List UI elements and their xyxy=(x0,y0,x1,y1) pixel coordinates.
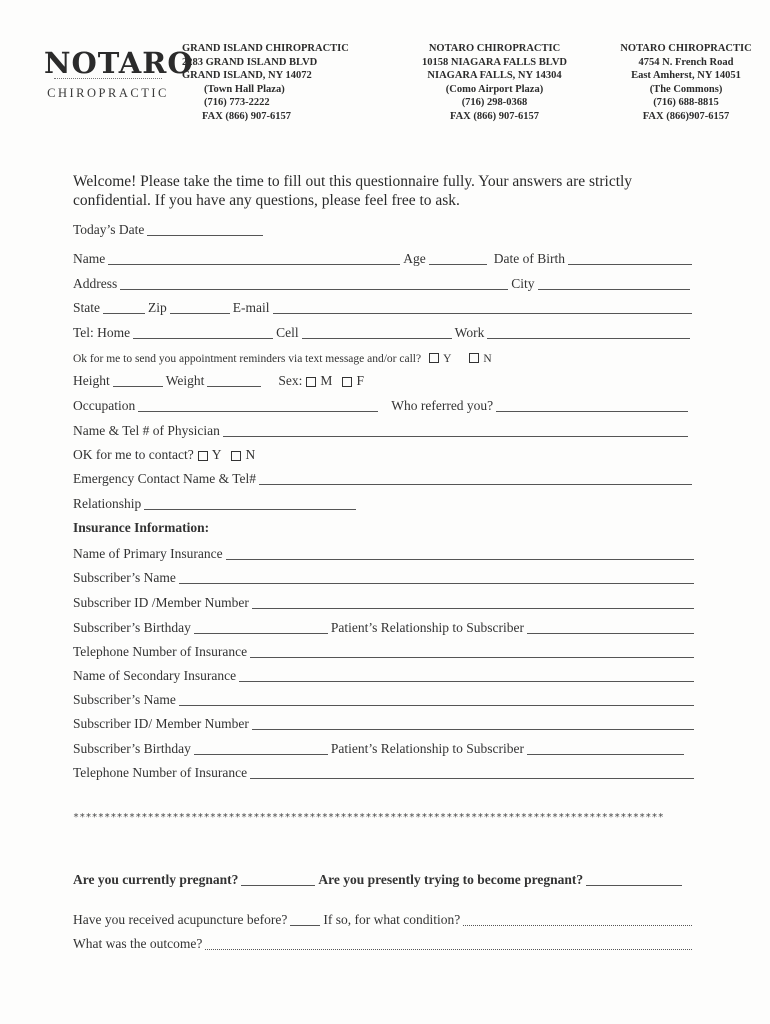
office-street: 2283 GRAND ISLAND BLVD xyxy=(182,56,318,68)
office-niagara-falls xyxy=(407,42,582,123)
subscriber-birthday-2-label: Subscriber’s Birthday xyxy=(73,741,191,756)
weight-label: Weight xyxy=(165,373,205,388)
cell-field[interactable] xyxy=(302,326,452,339)
name-label: Name xyxy=(73,251,106,266)
outcome-field[interactable] xyxy=(205,937,692,950)
condition-label: If so, for what condition? xyxy=(323,912,461,927)
insurance-telephone-2-label: Telephone Number of Insurance xyxy=(73,765,248,780)
dob-label: Date of Birth xyxy=(493,251,565,266)
city-field[interactable] xyxy=(538,277,690,290)
office-name: NOTARO CHIROPRACTIC xyxy=(620,43,752,54)
acupuncture-label: Have you received acupuncture before? xyxy=(73,912,288,927)
reminders-yes-label: Y xyxy=(443,353,452,365)
office-plaza: (The Commons) xyxy=(649,83,723,95)
office-phone: (716) 688-8815 xyxy=(653,97,719,108)
outcome-label: What was the outcome? xyxy=(73,936,203,951)
patient-relationship-label: Patient’s Relationship to Subscriber xyxy=(330,620,524,635)
ok-contact-yes-checkbox[interactable] xyxy=(198,451,208,461)
relationship-row xyxy=(73,494,359,512)
trying-pregnant-field[interactable] xyxy=(586,873,682,886)
reminders-yes-checkbox[interactable] xyxy=(429,353,439,363)
patient-relationship-2-label: Patient’s Relationship to Subscriber xyxy=(330,741,524,756)
todays-date-label: Today’s Date xyxy=(73,222,145,237)
insurance-telephone-label: Telephone Number of Insurance xyxy=(73,644,248,659)
reminders-no-checkbox[interactable] xyxy=(469,353,479,363)
address-row xyxy=(73,274,693,292)
office-fax: FAX (866)907-6157 xyxy=(642,110,730,122)
insurance-telephone-2-field[interactable] xyxy=(250,766,694,779)
subscriber-birthday-row xyxy=(73,618,697,636)
zip-label: Zip xyxy=(148,300,167,315)
office-name: GRAND ISLAND CHIROPRACTIC xyxy=(182,43,349,54)
subscriber-name-2-label: Subscriber’s Name xyxy=(73,692,176,707)
emergency-label: Emergency Contact Name & Tel# xyxy=(73,471,257,486)
office-phone: (716) 298-0368 xyxy=(461,97,528,108)
subscriber-id-2-field[interactable] xyxy=(252,717,694,730)
physician-field[interactable] xyxy=(223,424,688,437)
age-label: Age xyxy=(403,251,426,266)
insurance-heading: Insurance Information: xyxy=(73,520,210,535)
work-label: Work xyxy=(454,325,485,340)
ok-contact-yes-label: Y xyxy=(211,447,222,462)
sex-female-checkbox[interactable] xyxy=(342,377,352,387)
subscriber-id-2-label: Subscriber ID/ Member Number xyxy=(73,716,249,731)
ok-contact-no-checkbox[interactable] xyxy=(231,451,241,461)
height-weight-row xyxy=(73,371,364,389)
insurance-telephone-2-row xyxy=(73,763,697,781)
ok-contact-label: OK for me to contact? xyxy=(73,447,194,462)
subscriber-birthday-2-field[interactable] xyxy=(194,742,328,755)
occupation-row xyxy=(73,396,691,414)
office-plaza: (Como Airport Plaza) xyxy=(445,83,544,95)
subscriber-birthday-2-row xyxy=(73,739,687,757)
emergency-row xyxy=(73,469,695,487)
name-field[interactable] xyxy=(108,252,400,265)
height-label: Height xyxy=(73,373,110,388)
office-fax: FAX (866) 907-6157 xyxy=(449,110,540,122)
state-row xyxy=(73,298,695,316)
todays-date-field[interactable] xyxy=(147,223,263,236)
primary-insurance-field[interactable] xyxy=(226,547,694,560)
office-city: East Amherst, NY 14051 xyxy=(631,70,741,81)
todays-date-row xyxy=(73,220,273,238)
trying-pregnant-label: Are you presently trying to become pregnant? xyxy=(318,872,584,887)
relationship-field[interactable] xyxy=(144,497,356,510)
reminders-no-label: N xyxy=(483,353,492,365)
secondary-insurance-field[interactable] xyxy=(239,669,694,682)
office-plaza: (Town Hall Plaza) xyxy=(204,83,285,95)
primary-insurance-row xyxy=(73,544,697,562)
practice-logo xyxy=(44,46,194,101)
physician-row xyxy=(73,421,691,439)
subscriber-birthday-label: Subscriber’s Birthday xyxy=(73,620,191,635)
welcome-text: Welcome! Please take the time to fill out this questionnaire fully. Your answers are strictly confidential. If you have any questions, please feel free to ask. xyxy=(73,173,633,209)
subscriber-name-field[interactable] xyxy=(179,571,694,584)
phone-row xyxy=(73,323,693,341)
email-label: E-mail xyxy=(232,300,270,315)
work-field[interactable] xyxy=(487,326,690,339)
secondary-insurance-label: Name of Secondary Insurance xyxy=(73,668,237,683)
secondary-insurance-row xyxy=(73,666,697,684)
subscriber-name-2-field[interactable] xyxy=(179,693,694,706)
pregnant-field[interactable] xyxy=(241,873,315,886)
ok-contact-no-label: N xyxy=(245,447,256,462)
subscriber-name-row xyxy=(73,568,697,586)
sex-female-label: F xyxy=(356,373,364,388)
office-phone: (716) 773-2222 xyxy=(204,97,270,108)
office-city: GRAND ISLAND, NY 14072 xyxy=(182,70,312,81)
state-field[interactable] xyxy=(103,301,145,314)
zip-field[interactable] xyxy=(170,301,230,314)
outcome-row xyxy=(73,934,695,952)
subscriber-id-row xyxy=(73,593,697,611)
logo-wordmark: NOTARO xyxy=(44,46,194,80)
patient-relationship-field[interactable] xyxy=(527,621,694,634)
physician-label: Name & Tel # of Physician xyxy=(73,423,220,438)
office-name: NOTARO CHIROPRACTIC xyxy=(428,43,561,54)
office-fax: FAX (866) 907-6157 xyxy=(202,110,292,122)
reminders-row xyxy=(73,347,492,365)
referred-field[interactable] xyxy=(496,399,688,412)
dob-field[interactable] xyxy=(568,252,692,265)
subscriber-id-2-row xyxy=(73,714,697,732)
subscriber-name-label: Subscriber’s Name xyxy=(73,570,176,585)
tel-home-label: Tel: Home xyxy=(73,325,131,340)
sex-label: Sex: xyxy=(278,373,303,388)
insurance-telephone-field[interactable] xyxy=(250,645,694,658)
subscriber-id-field[interactable] xyxy=(252,596,694,609)
age-field[interactable] xyxy=(429,252,487,265)
address-field[interactable] xyxy=(120,277,508,290)
sex-male-checkbox[interactable] xyxy=(306,377,316,387)
office-east-amherst xyxy=(606,42,766,123)
occupation-label: Occupation xyxy=(73,398,136,413)
state-label: State xyxy=(73,300,100,315)
primary-insurance-label: Name of Primary Insurance xyxy=(73,546,223,561)
sex-male-label: M xyxy=(320,373,333,388)
subscriber-id-label: Subscriber ID /Member Number xyxy=(73,595,249,610)
cell-label: Cell xyxy=(276,325,299,340)
subscriber-birthday-field[interactable] xyxy=(194,621,328,634)
referred-label: Who referred you? xyxy=(391,398,494,413)
office-street: 10158 NIAGARA FALLS BLVD xyxy=(422,56,567,68)
office-grand-island xyxy=(182,42,372,123)
patient-relationship-2-field[interactable] xyxy=(527,742,684,755)
ok-contact-row xyxy=(73,445,255,463)
acupuncture-field[interactable] xyxy=(290,913,320,926)
reminders-label: Ok for me to send you appointment reminders via text message and/or call? xyxy=(73,353,422,365)
condition-field[interactable] xyxy=(463,913,692,926)
name-row xyxy=(73,249,695,267)
office-city: NIAGARA FALLS, NY 14304 xyxy=(427,70,562,81)
office-street: 4754 N. French Road xyxy=(638,56,734,68)
email-field[interactable] xyxy=(273,301,693,314)
subscriber-name-2-row xyxy=(73,690,697,708)
city-label: City xyxy=(511,276,535,291)
logo-subtitle: CHIROPRACTIC xyxy=(47,86,169,100)
asterisk-separator: *********************************************************************************************** xyxy=(73,812,664,823)
pregnant-label: Are you currently pregnant? xyxy=(73,872,239,887)
weight-field[interactable] xyxy=(207,374,261,387)
emergency-field[interactable] xyxy=(259,472,692,485)
height-field[interactable] xyxy=(113,374,163,387)
tel-home-field[interactable] xyxy=(133,326,273,339)
pregnancy-row xyxy=(73,870,685,888)
insurance-telephone-row xyxy=(73,642,697,660)
acupuncture-row xyxy=(73,910,695,928)
occupation-field[interactable] xyxy=(138,399,378,412)
relationship-label: Relationship xyxy=(73,496,142,511)
address-label: Address xyxy=(73,276,118,291)
